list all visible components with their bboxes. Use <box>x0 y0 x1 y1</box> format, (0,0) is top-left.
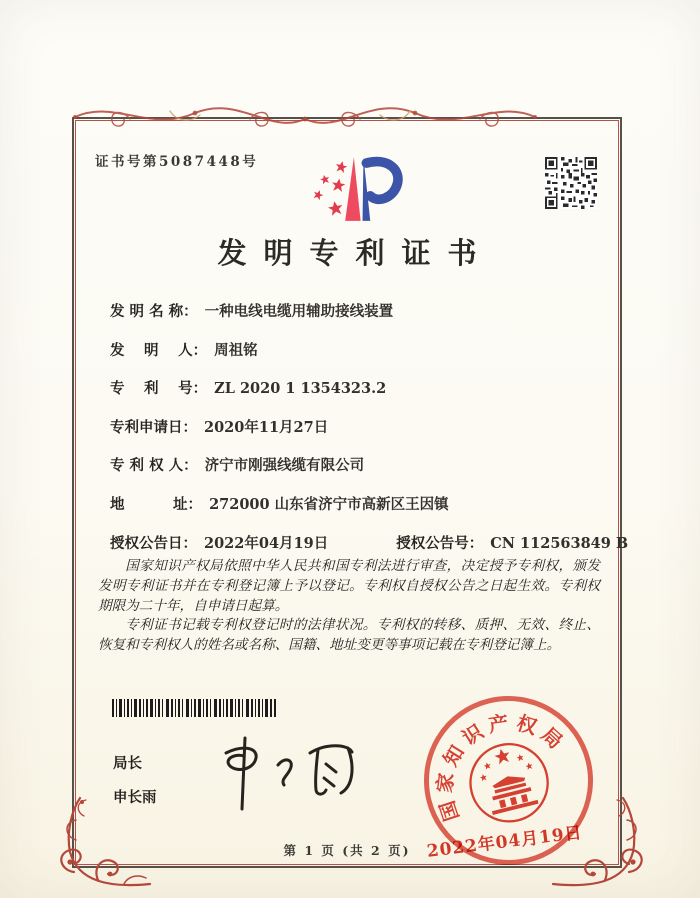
field-row-patentee <box>110 454 570 493</box>
legal-text <box>98 557 600 656</box>
field-value: 272000 山东省济宁市高新区王因镇 <box>209 495 449 513</box>
field-label: 发 明 名 称： <box>110 303 198 320</box>
legal-paragraph-1: 国家知识产权局依照中华人民共和国专利法进行审查，决定授予专利权，颁发发明专利证书并在专利登记簿上予以登记。专利权自授权公告之日起生效。专利权期限为二十年，自申请日起算。 <box>98 558 600 614</box>
signer-title: 局长 <box>113 755 142 772</box>
field-row-address <box>110 493 570 532</box>
field-value: 周祖铭 <box>214 341 258 359</box>
field-value: 一种电线电缆用辅助接线装置 <box>204 303 394 320</box>
director-signature-icon <box>198 733 373 821</box>
signer-block <box>113 752 157 807</box>
seal-date: 2022年04月19日 <box>425 822 584 862</box>
field-label: 授权公告号： <box>396 534 484 552</box>
field-row-filing-date <box>110 416 570 455</box>
field-value: 2020年11月27日 <box>204 418 329 436</box>
field-row-patent-number <box>110 377 570 416</box>
national-emblem-icon <box>462 736 556 830</box>
certificate-fields <box>110 300 629 570</box>
field-value: ZL 2020 1 1354323.2 <box>214 380 387 398</box>
certificate-number: 证书号第5087448号 <box>95 154 259 170</box>
legal-paragraph-2: 专利证书记载专利权登记时的法律状况。专利权的转移、质押、无效、终止、恢复和专利权人的姓名或名称、国籍、地址变更等事项记载在专利登记簿上。 <box>98 617 600 654</box>
cnipa-logo <box>297 153 403 229</box>
field-label: 专 利 权 人： <box>110 457 198 475</box>
barcode-icon <box>112 699 278 717</box>
logo-blue-p-curve <box>366 162 398 200</box>
field-row-inventor <box>110 339 570 378</box>
field-label: 地 址： <box>110 495 203 513</box>
field-label: 专利申请日： <box>110 418 197 436</box>
page-number-footer: 第 1 页 (共 2 页) <box>283 843 411 858</box>
field-value: CN 112563849 B <box>490 534 629 552</box>
logo-red-wedge <box>345 157 360 221</box>
qr-code-icon <box>545 157 597 209</box>
signer-name: 申长雨 <box>113 789 157 806</box>
field-row-invention-name <box>110 300 570 339</box>
certificate-title: 发明专利证书 <box>217 236 494 270</box>
field-value: 济宁市刚强线缆有限公司 <box>204 457 365 475</box>
field-label: 专 利 号： <box>110 380 208 398</box>
field-value: 2022年04月19日 <box>204 534 329 552</box>
field-label: 发 明 人： <box>110 341 208 359</box>
seal-org-text: 国家知识产权局 <box>432 709 572 825</box>
field-label: 授权公告日： <box>110 534 197 552</box>
logo-stars-icon <box>312 160 348 216</box>
